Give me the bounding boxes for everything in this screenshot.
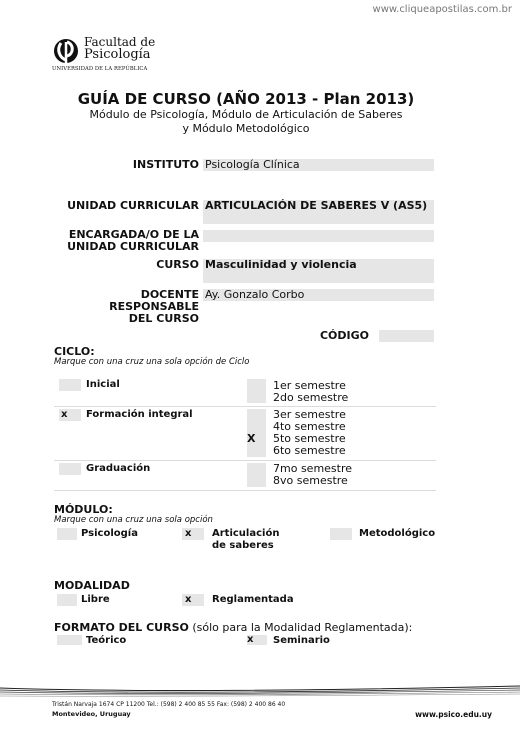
- subtitle-line1: Módulo de Psicología, Módulo de Articulación de Saberes: [89, 108, 403, 121]
- modulo-heading: MÓDULO:: [54, 503, 113, 516]
- formato-heading-row: [54, 621, 412, 634]
- ciclo-inicial-checkbox[interactable]: [59, 379, 81, 391]
- unidad-label: UNIDAD CURRICULAR: [67, 199, 199, 212]
- modulo-psicologia-label: Psicología: [81, 528, 138, 539]
- encargada-field[interactable]: [203, 230, 434, 242]
- formato-heading: FORMATO DEL CURSO: [54, 621, 189, 634]
- codigo-label: CÓDIGO: [319, 329, 369, 342]
- sem-5: 5to semestre: [273, 432, 346, 445]
- modulo-articulacion-label-1: Articulación: [212, 528, 280, 539]
- modulo-articulacion-mark: x: [185, 528, 192, 539]
- ciclo-instruction: Marque con una cruz una sola opción de Ciclo: [54, 357, 250, 367]
- formato-teorico-checkbox[interactable]: [57, 635, 82, 645]
- sem-2: 2do semestre: [273, 391, 349, 404]
- formato-seminario-mark: x: [247, 634, 254, 645]
- modulo-articulacion-label-2: de saberes: [212, 540, 274, 551]
- formato-note: (sólo para la Modalidad Reglamentada):: [192, 621, 413, 634]
- ciclo-divider: [54, 406, 436, 407]
- modalidad-heading: MODALIDAD: [54, 579, 130, 592]
- ciclo-inicial-label: Inicial: [86, 379, 120, 390]
- sem-3: 3er semestre: [273, 408, 346, 421]
- modulo-psicologia-checkbox[interactable]: [57, 528, 77, 540]
- unidad-field[interactable]: ARTICULACIÓN DE SABERES V (AS5): [203, 200, 434, 224]
- page-title: GUÍA DE CURSO (AÑO 2013 - Plan 2013): [77, 90, 415, 108]
- formato-seminario-label: Seminario: [273, 635, 330, 646]
- logo-line2: Psicología: [84, 47, 151, 62]
- formato-teorico-label: Teórico: [86, 635, 127, 646]
- docente-field[interactable]: Ay. Gonzalo Corbo: [203, 289, 434, 301]
- logo-line1: Facultad de: [84, 35, 156, 49]
- logo-icon: [52, 36, 80, 66]
- docente-label-2: RESPONSABLE: [109, 300, 199, 313]
- ciclo-heading: CICLO:: [54, 345, 95, 358]
- sem-7: 7mo semestre: [273, 462, 353, 475]
- docente-label-3: DEL CURSO: [128, 312, 199, 325]
- footer-website[interactable]: www.psico.edu.uy: [415, 710, 492, 719]
- codigo-field[interactable]: [379, 330, 434, 342]
- sem-inicial-checkbox[interactable]: [247, 379, 266, 403]
- sem-1: 1er semestre: [273, 379, 346, 392]
- footer-address-line2: Montevideo, Uruguay: [52, 710, 131, 718]
- logo-line3: UNIVERSIDAD DE LA REPÚBLICA: [52, 66, 148, 72]
- ciclo-formacion-mark: x: [61, 409, 68, 420]
- docente-label-1: DOCENTE: [140, 288, 199, 301]
- modulo-metodologico-checkbox[interactable]: [330, 528, 352, 540]
- modalidad-reglamentada-label: Reglamentada: [212, 594, 294, 605]
- sem-formacion-mark: X: [247, 432, 256, 445]
- ciclo-divider: [54, 460, 436, 461]
- sem-graduacion-checkbox[interactable]: [247, 463, 266, 487]
- sem-6: 6to semestre: [273, 444, 346, 457]
- faculty-logo: [52, 34, 172, 76]
- encargada-label-2: UNIDAD CURRICULAR: [67, 240, 199, 253]
- ciclo-graduacion-checkbox[interactable]: [59, 463, 81, 475]
- sem-8: 8vo semestre: [273, 474, 348, 487]
- modulo-metodologico-label: Metodológico: [359, 528, 436, 539]
- subtitle-line2: y Módulo Metodológico: [182, 122, 310, 135]
- modalidad-reglamentada-mark: x: [185, 594, 192, 605]
- sem-4: 4to semestre: [273, 420, 346, 433]
- modalidad-libre-label: Libre: [81, 594, 110, 605]
- watermark: www.cliqueapostilas.com.br: [372, 4, 512, 15]
- modalidad-libre-checkbox[interactable]: [57, 594, 77, 606]
- curso-field[interactable]: Masculinidad y violencia: [203, 259, 434, 283]
- ciclo-divider: [54, 490, 436, 491]
- encargada-label-1: ENCARGADA/O DE LA: [68, 228, 199, 241]
- modulo-instruction: Marque con una cruz una sola opción: [54, 515, 213, 525]
- instituto-label: INSTITUTO: [132, 158, 199, 171]
- ciclo-formacion-label: Formación integral: [86, 409, 193, 420]
- curso-label: CURSO: [156, 258, 199, 271]
- instituto-field[interactable]: Psicología Clínica: [203, 159, 434, 171]
- ciclo-graduacion-label: Graduación: [86, 463, 151, 474]
- footer-address-line1: Tristán Narvaja 1674 CP 11200 Tel.: (598) 2 400 85 55 Fax: (598) 2 400 86 40: [52, 701, 286, 708]
